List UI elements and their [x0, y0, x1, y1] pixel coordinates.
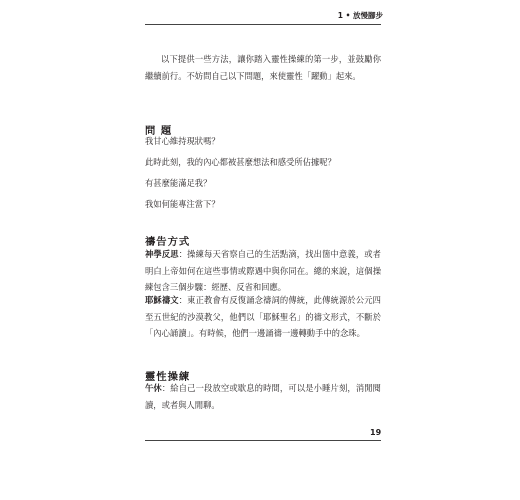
question-item: 我如何能專注當下？ — [145, 199, 220, 209]
theological-reflection-text: ：操練每天省察自己的生活點滴，找出箇中意義，或者明白上帝如何在這些事情或際遇中與你同在。總的來說，這個操練包含三個步驟：經歷、反省和回應。 — [145, 249, 381, 293]
header-rule — [145, 24, 381, 25]
theological-reflection-paragraph — [145, 246, 381, 296]
question-item: 有甚麼能滿足我？ — [145, 178, 212, 188]
question-item: 我甘心維持現狀嗎？ — [145, 136, 220, 146]
intro-paragraph: 以下提供一些方法，讓你踏入靈性操練的第一步，並鼓勵你繼續前行。不妨問自己以下問題，來使靈性「躍動」起來。 — [145, 54, 381, 81]
prayer-methods-heading: 禱告方式 — [145, 236, 191, 248]
jesus-prayer-paragraph — [145, 292, 381, 342]
nap-paragraph — [145, 380, 381, 413]
page-number: 19 — [370, 428, 382, 437]
jesus-prayer-term: 耶穌禱文 — [145, 295, 179, 305]
footer-rule — [145, 440, 381, 441]
jesus-prayer-text: ：東正教會有反復誦念禱詞的傳統，此傳統源於公元四至五世紀的沙漠教父，他們以「耶穌聖名」的禱文形式，不斷於「內心誦讀」。有時候，他們一邊誦禱一邊轉動手中的念珠。 — [145, 295, 381, 339]
nap-text: ：給自己一段放空或歇息的時間，可以是小睡片刻，消閒閱讀，或者與人閒聊。 — [145, 383, 381, 410]
question-item: 此時此刻，我的內心都被甚麼想法和感受所佔據呢？ — [145, 157, 336, 167]
questions-heading: 問 題 — [145, 125, 173, 137]
nap-term: 午休 — [145, 383, 162, 393]
running-header: 1 • 放慢腳步 — [337, 11, 383, 20]
theological-reflection-term: 神學反思 — [145, 249, 179, 259]
spiritual-practice-heading: 靈性操練 — [145, 371, 191, 383]
